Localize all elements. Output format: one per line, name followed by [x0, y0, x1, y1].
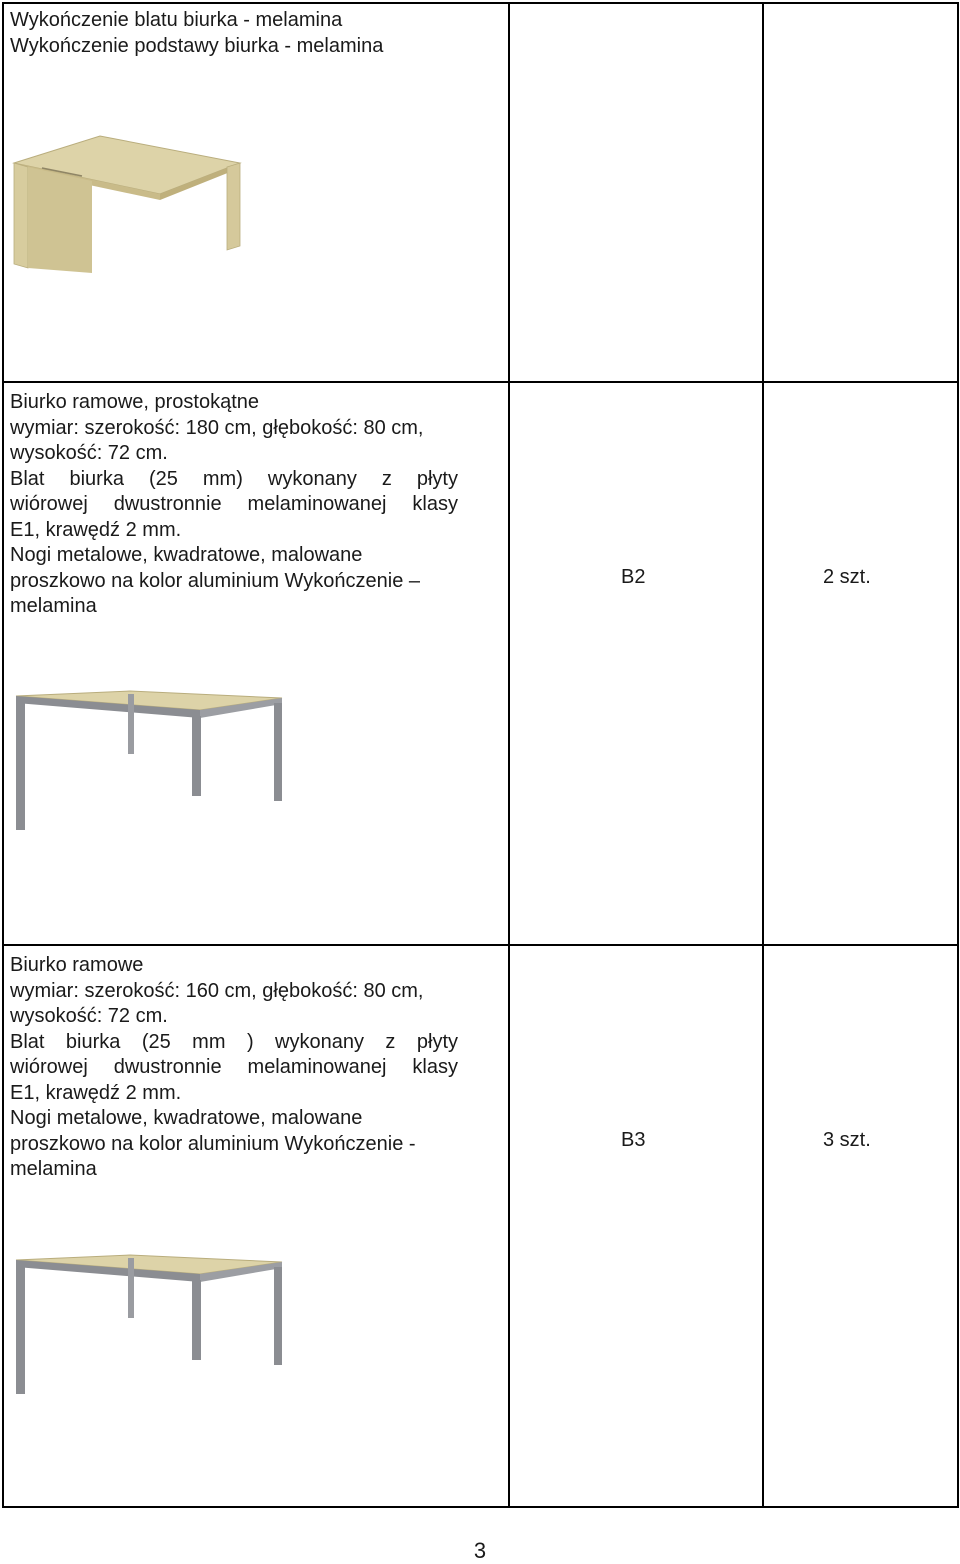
desk-leg-back-right [274, 703, 282, 801]
row1-quantity: 2 szt. [823, 566, 871, 588]
column-divider-1 [508, 2, 510, 1508]
row1-description [10, 390, 458, 620]
table-border-left [2, 2, 4, 1508]
row-divider-2 [2, 944, 959, 946]
table-border-right [957, 2, 959, 1508]
row1-line-2: wymiar: szerokość: 180 cm, głębokość: 80 cm, [10, 416, 424, 439]
row0-line-2: Wykończenie podstawy biurka - melamina [10, 34, 384, 57]
row2-code: B3 [621, 1129, 646, 1151]
row-divider-1 [2, 381, 959, 383]
desk-leg-front-right [192, 716, 201, 796]
desk-side-panel-left [14, 163, 28, 268]
row1-code: B2 [621, 566, 646, 588]
row1-line-6: E1, krawędź 2 mm. [10, 518, 182, 541]
column-divider-2 [762, 2, 764, 1508]
row2-line-6: E1, krawędź 2 mm. [10, 1081, 182, 1104]
row2-line-8: proszkowo na kolor aluminium Wykończenie - [10, 1132, 416, 1155]
row2-line-9: melamina [10, 1158, 97, 1180]
desk-leg-front-right [192, 1280, 201, 1360]
desk-leg-back-left [128, 694, 134, 754]
row2-quantity: 3 szt. [823, 1129, 871, 1151]
row1-line-4: Blat biurka (25 mm) wykonany z płyty [10, 467, 458, 490]
desk-leg-back-left [128, 1258, 134, 1318]
desk-leg-front-left [16, 702, 25, 830]
page-number: 3 [473, 1538, 487, 1563]
panel-desk-image [12, 118, 272, 278]
row1-line-1: Biurko ramowe, prostokątne [10, 391, 260, 413]
desk-leg-back-right [274, 1267, 282, 1365]
table-border-bottom [2, 1506, 959, 1508]
row2-line-7: Nogi metalowe, kwadratowe, malowane [10, 1107, 363, 1129]
row2-line-5: wiórowej dwustronnie melaminowanej klasy [10, 1056, 458, 1078]
frame-desk-image-b2 [10, 688, 290, 838]
row1-line-8: proszkowo na kolor aluminium Wykończenie – [10, 569, 420, 592]
row1-line-3: wysokość: 72 cm. [10, 442, 168, 464]
desk-side-panel-right [227, 163, 240, 250]
desk-leg-front-left [16, 1266, 25, 1394]
row2-line-2: wymiar: szerokość: 160 cm, głębokość: 80 cm, [10, 979, 424, 1002]
row1-line-5: wiórowej dwustronnie melaminowanej klasy [10, 493, 458, 515]
row2-line-3: wysokość: 72 cm. [10, 1005, 168, 1027]
row1-line-7: Nogi metalowe, kwadratowe, malowane [10, 544, 363, 566]
row0-line-1: Wykończenie blatu biurka - melamina [10, 9, 343, 31]
row2-description [10, 953, 458, 1183]
desk-side-panel-front [28, 167, 92, 273]
row2-line-1: Biurko ramowe [10, 954, 144, 976]
row0-description [10, 8, 458, 59]
table-border-top [2, 2, 959, 4]
row1-line-9: melamina [10, 595, 97, 617]
row2-line-4: Blat biurka (25 mm ) wykonany z płyty [10, 1030, 458, 1053]
frame-desk-image-b3 [10, 1252, 290, 1402]
